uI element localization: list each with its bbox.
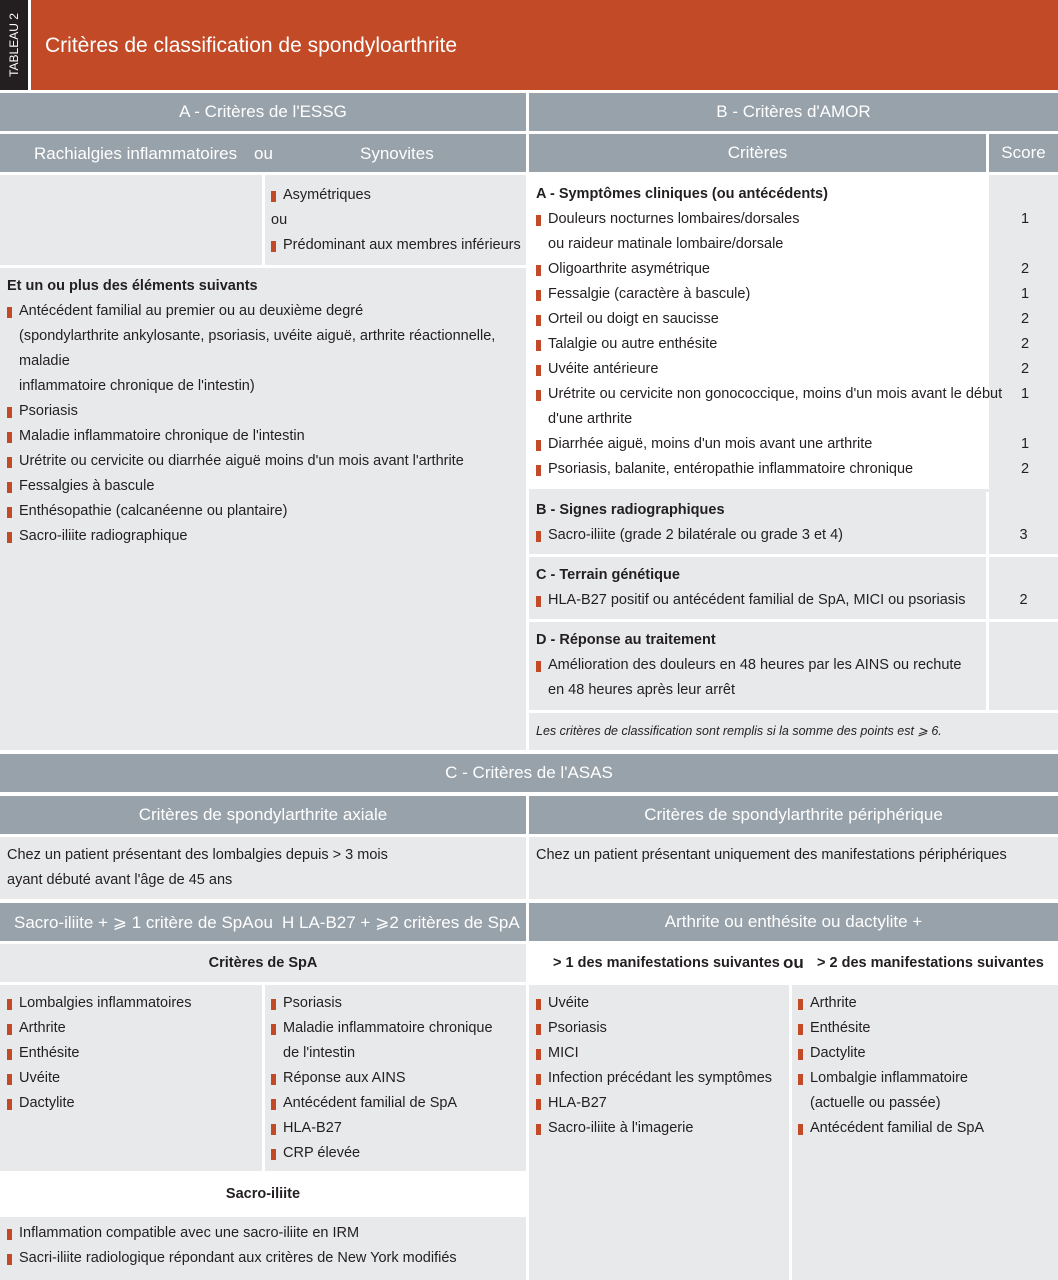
amor-col-criteria [529,134,986,172]
list-item: MICI [536,1041,789,1066]
amor-section-title: D - Réponse au traitement [536,632,716,648]
list-item: Prédominant aux membres inférieurs [271,233,526,258]
list-item: Uvéite [536,991,789,1016]
list-item: Sacro-iliite (grade 2 bilatérale ou grade 3 et 4) [536,523,986,548]
score-value: 2 [1019,592,1028,608]
list-item: Antécédent familial de SpA [271,1091,526,1116]
list-item: Enthésite [798,1016,1058,1041]
peripheral-header [529,796,1058,834]
peripheral-rule-bar [529,903,1058,941]
amor-col-score [989,134,1058,172]
essg-syn-or: ou [271,212,288,228]
essg-left-empty [0,175,262,265]
list-item: Sacro-iliite à l'imagerie [536,1116,789,1141]
list-item: Sacri-iliite radiologique répondant aux critères de New York modifiés [7,1246,526,1271]
list-item: HLA-B27 [536,1091,789,1116]
score-value: 2 [1020,336,1030,352]
list-item: Uvéite antérieure [536,357,1058,382]
score-value: 1 [1020,386,1030,402]
list-item: Antécédent familial de SpA [798,1116,1058,1141]
amor-score-c [989,557,1058,619]
spa-left-list [0,985,262,1171]
list-item-cont: (actuelle ou passée) [810,1095,941,1111]
score-value: 1 [1020,436,1030,452]
amor-section-c [529,557,986,619]
score-value: 2 [1020,461,1030,477]
list-item: Asymétriques [271,183,526,208]
amor-section-d [529,622,986,710]
essg-header [0,93,526,131]
list-item-cont: en 48 heures après leur arrêt [548,682,735,698]
list-item: HLA-B27 positif ou antécédent familial de SpA, MICI ou psoriasis [536,588,986,613]
list-item: Enthésopathie (calcanéenne ou plantaire) [7,499,526,524]
amor-section-a [529,182,1058,486]
list-item: Psoriasis [271,991,526,1016]
list-item: Maladie inflammatoire chronique [271,1016,526,1041]
axial-rule-right: H LA-B27 + ⩾2 critères de SpA [282,913,520,932]
axial-patient-line: Chez un patient présentant des lombalgies depuis > 3 mois [7,847,388,863]
list-item: Orteil ou doigt en saucisse [536,307,1058,332]
list-item: Infection précédant les symptômes [536,1066,789,1091]
list-item: Arthrite [7,1016,262,1041]
essg-sub-right: Synovites [360,144,434,163]
essg-synovites-cell [265,175,526,265]
axial-patient-cell [0,837,526,899]
peripheral-rule: Arthrite ou enthésite ou dactylite + [664,912,923,931]
list-item: Antécédent familial au premier ou au deuxième degré [7,299,526,324]
amor-col-score-label: Score [1001,143,1046,162]
list-item: Psoriasis, balanite, entéropathie inflammatoire chronique [536,457,1058,482]
axial-header [0,796,526,834]
amor-note: Les critères de classification sont remplis si la somme des points est ⩾ 6. [536,724,942,738]
asas-header [0,754,1058,792]
list-item-cont: de l'intestin [283,1045,356,1061]
amor-section-b [529,492,986,554]
list-item: Réponse aux AINS [271,1066,526,1091]
list-item: Fessalgie (caractère à bascule) [536,282,1058,307]
amor-section-title: A - Symptômes cliniques (ou antécédents) [536,186,828,202]
essg-sub-left: Rachialgies inflammatoires [34,144,238,163]
list-item: Inflammation compatible avec une sacro-iliite en IRM [7,1221,526,1246]
sacro-title: Sacro-iliite [225,1186,301,1202]
table-tag [0,0,28,90]
essg-plus-title: Et un ou plus des éléments suivants [7,278,258,294]
list-item: Douleurs nocturnes lombaires/dorsales [536,207,1058,232]
axial-rule-bar [0,903,526,941]
list-item: Lombalgies inflammatoires [7,991,262,1016]
asas-title: C - Critères de l'ASAS [445,763,613,782]
page-title: Critères de classification de spondyloarthrite [45,34,458,57]
score-value: 3 [1019,527,1028,543]
list-item: CRP élevée [271,1141,526,1166]
list-item: Diarrhée aiguë, moins d'un mois avant une arthrite [536,432,1058,457]
list-item: Sacro-iliite radiographique [7,524,526,549]
list-item: Uvéite [7,1066,262,1091]
score-value: 2 [1020,311,1030,327]
list-item-cont: (spondylarthrite ankylosante, psoriasis, uvéite aiguë, arthrite réactionnelle, maladie [19,328,496,369]
amor-score-d [989,622,1058,710]
list-item: Maladie inflammatoire chronique de l'intestin [7,424,526,449]
essg-plus-cell [0,268,526,750]
axial-rule-or: ou [254,913,273,932]
sacro-header [0,1174,526,1214]
peripheral-patient-line: Chez un patient présentant uniquement des manifestations périphériques [536,847,1007,863]
peripheral-right-list [792,985,1058,1280]
list-item: Urétrite ou cervicite non gonococcique, moins d'un mois avant le début [536,382,1058,407]
list-item: HLA-B27 [271,1116,526,1141]
list-item: Talalgie ou autre enthésite [536,332,1058,357]
peripheral-left-list [529,985,789,1280]
list-item: Fessalgies à bascule [7,474,526,499]
amor-header [529,93,1058,131]
spa-criteria-header [0,944,526,982]
list-item-cont: inflammatoire chronique de l'intestin) [19,378,255,394]
peripheral-sub-left: > 1 des manifestations suivantes [553,955,780,971]
spa-title: Critères de SpA [208,955,318,971]
essg-title: A - Critères de l'ESSG [179,102,347,121]
amor-section-title: C - Terrain génétique [536,567,680,583]
table-tag-label: TABLEAU 2 [7,13,21,77]
axial-title: Critères de spondylarthrite axiale [138,805,388,824]
list-item-cont: d'une arthrite [548,411,633,427]
list-item: Arthrite [798,991,1058,1016]
title-bar [31,0,1058,90]
list-item: Dactylite [7,1091,262,1116]
list-item-cont: ou raideur matinale lombaire/dorsale [548,236,784,252]
score-value: 2 [1020,361,1030,377]
peripheral-sub-right: > 2 des manifestations suivantes [817,955,1044,971]
amor-note-cell [529,713,1058,750]
list-item: Urétrite ou cervicite ou diarrhée aiguë moins d'un mois avant l'arthrite [7,449,526,474]
list-item: Psoriasis [7,399,526,424]
spa-right-list [265,985,526,1171]
score-value: 1 [1020,286,1030,302]
peripheral-patient-cell [529,837,1058,899]
peripheral-title: Critères de spondylarthrite périphérique [644,805,943,824]
score-value: 1 [1020,211,1030,227]
peripheral-sub-header [529,944,1058,982]
axial-rule-left: Sacro-iliite + ⩾ 1 critère de SpA [14,913,254,932]
peripheral-sub-or: ou [783,953,804,972]
amor-score-b [989,492,1058,554]
essg-subheader [0,134,526,172]
list-item: Lombalgie inflammatoire [798,1066,1058,1091]
score-value: 2 [1020,261,1030,277]
list-item: Dactylite [798,1041,1058,1066]
essg-sub-or: ou [254,144,273,163]
amor-title: B - Critères d'AMOR [716,102,871,121]
list-item: Enthésite [7,1041,262,1066]
sacro-list [0,1217,526,1280]
list-item: Oligoarthrite asymétrique [536,257,1058,282]
list-item: Psoriasis [536,1016,789,1041]
amor-section-title: B - Signes radiographiques [536,502,725,518]
amor-col-criteria-label: Critères [727,143,788,162]
axial-patient-line: ayant débuté avant l'âge de 45 ans [7,872,233,888]
list-item: Amélioration des douleurs en 48 heures par les AINS ou rechute [536,653,986,678]
